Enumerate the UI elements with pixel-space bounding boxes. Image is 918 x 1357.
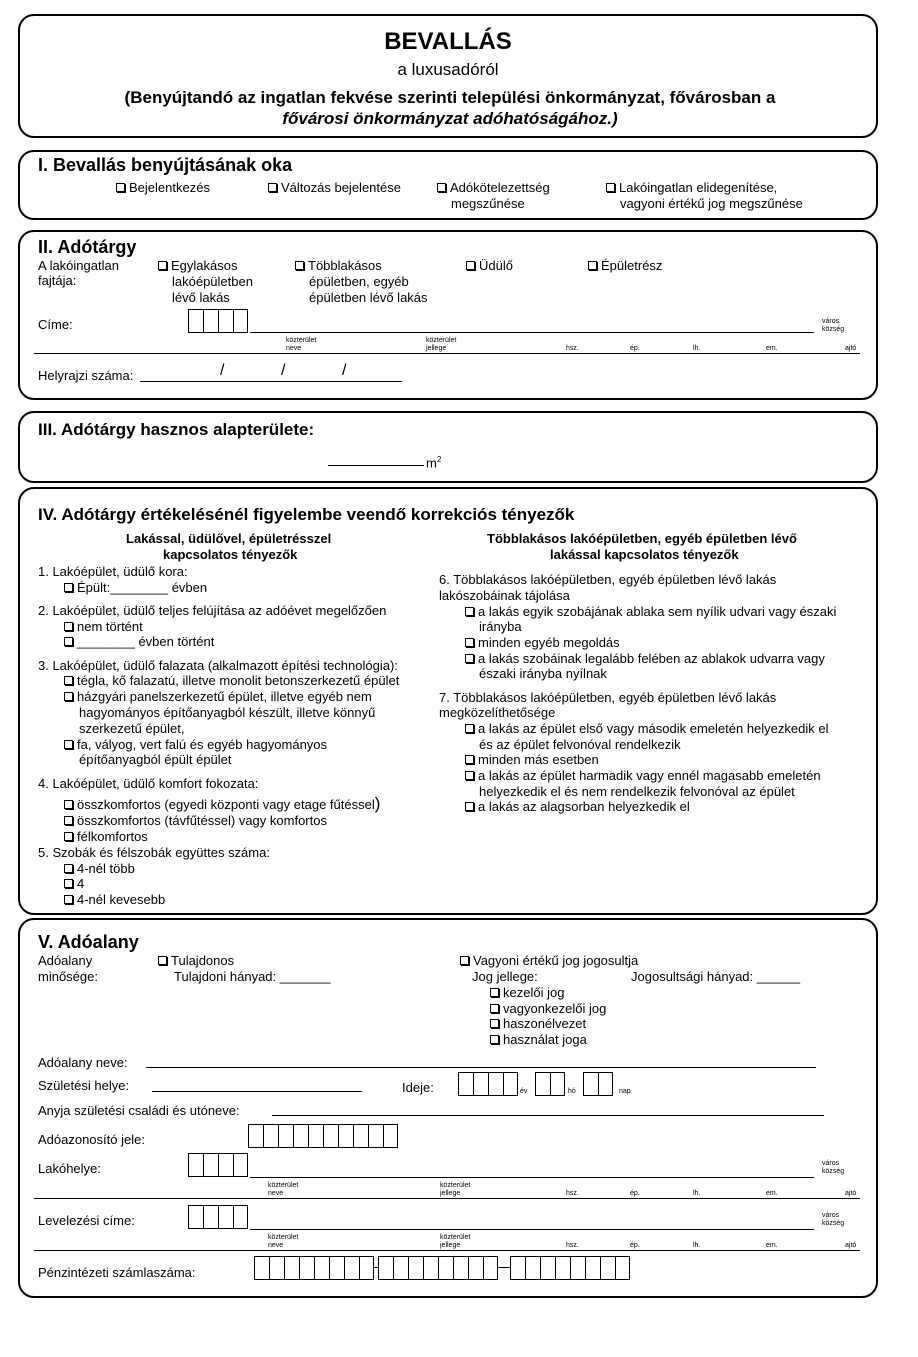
checkbox[interactable] (465, 802, 474, 811)
option-label: Egylakásos (171, 258, 238, 273)
kind-egylakasos-2: lakóépületben (172, 274, 253, 289)
q3-option-b-3: szerkezetű épület, (79, 721, 185, 736)
hrsz-slash-1: / (220, 362, 225, 379)
option-label: házgyári panelszerkezetű épület, illetve egyéb nem (77, 689, 372, 704)
residence-ep-label: ép. (630, 1190, 640, 1197)
q5-label: 5. Szobák és félszobák együttes száma: (38, 845, 270, 860)
reason-valtozas[interactable] (268, 180, 401, 195)
option-label: a lakás szobáinak legalább felében az ablakok udvarra vagy (478, 651, 825, 666)
kind-egylakasos-3: lévő lakás (172, 290, 230, 305)
q2-option-b[interactable] (64, 634, 214, 649)
q7-option-c-2: helyezkedik el és nem rendelkezik felvonóval az épület (479, 784, 795, 799)
mailing-label: Levelezési címe: (38, 1213, 135, 1228)
checkbox[interactable] (465, 654, 474, 663)
q2-option-a[interactable] (64, 619, 143, 634)
checkbox[interactable] (490, 988, 499, 997)
qualification-label-2: minősége: (38, 969, 98, 984)
form-note-1: (Benyújtandó az ingatlan fekvése szerinti települési önkormányzat, fővárosban a (124, 88, 776, 107)
option-label: használat joga (503, 1032, 587, 1047)
hrsz-slash-3: / (342, 362, 347, 379)
option-label: kezelői jog (503, 985, 565, 1000)
mailing-street-name-label: közterület neve (268, 1234, 299, 1249)
option-label: Adókötelezettség (450, 180, 550, 195)
right-heading-1: Többlakásos lakóépületben, egyéb épületben lévő (487, 531, 797, 546)
bank-account-cells-1[interactable] (254, 1256, 374, 1280)
hrsz-slash-2: / (281, 362, 286, 379)
section-3-title: III. Adótárgy hasznos alapterülete: (38, 420, 315, 439)
year-label: év (520, 1088, 528, 1095)
checkbox[interactable] (606, 183, 615, 192)
right-share[interactable]: Jogosultsági hányad: ______ (631, 969, 801, 984)
q3-option-a[interactable] (64, 673, 399, 688)
checkbox[interactable] (465, 755, 474, 764)
checkbox[interactable] (466, 261, 475, 270)
bank-account-cells-3[interactable] (510, 1256, 630, 1280)
city-line[interactable] (250, 332, 814, 333)
q1-option[interactable] (64, 580, 207, 595)
checkbox[interactable] (64, 583, 73, 592)
option-label: a lakás az épület első vagy második emeletén helyezkedik el (478, 721, 829, 736)
birth-month-cells[interactable] (535, 1072, 565, 1096)
hrsz-label: Helyrajzi száma: (38, 368, 134, 383)
left-heading-1: Lakással, üdülővel, épületrésszel (126, 531, 332, 546)
q3-option-b-2: hagyományos építőanyagból készült, illetve könnyű (79, 705, 376, 720)
mailing-address-line[interactable] (34, 1250, 860, 1251)
option-label: Tulajdonos (171, 953, 235, 968)
paren: ) (374, 794, 381, 813)
mailing-city-label: város község (822, 1212, 845, 1227)
q5-option-b[interactable] (64, 876, 84, 891)
residence-em-label: em. (766, 1190, 778, 1197)
mailing-em-label: em. (766, 1242, 778, 1249)
checkbox[interactable] (64, 895, 73, 904)
residence-ajto-label: ajtó (845, 1190, 857, 1197)
checkbox[interactable] (64, 676, 73, 685)
q6-label: 6. Többlakásos lakóépületben, egyéb épületben lévő lakás (439, 572, 777, 587)
checkbox[interactable] (116, 183, 125, 192)
residence-city-line[interactable] (250, 1177, 814, 1178)
right-holder-option[interactable] (460, 953, 638, 968)
checkbox[interactable] (64, 637, 73, 646)
left-heading-2: kapcsolatos tényezők (163, 547, 298, 562)
birthplace-label: Születési helye: (38, 1078, 130, 1093)
checkbox[interactable] (158, 956, 167, 965)
section-2-box (18, 230, 878, 400)
mailing-street-type-label: közterület jellege (440, 1234, 471, 1249)
right-kezeloi[interactable] (490, 985, 564, 1000)
kind-epuletresz[interactable] (588, 258, 662, 273)
taxid-label: Adóazonosító jele: (38, 1132, 145, 1147)
checkbox[interactable] (588, 261, 597, 270)
checkbox[interactable] (465, 724, 474, 733)
residence-lh-label: lh. (693, 1190, 701, 1197)
option-label: félkomfortos (77, 829, 148, 844)
mailing-ep-label: ép. (630, 1242, 640, 1249)
option-label: Változás bejelentése (281, 180, 401, 195)
kind-label-2: fajtája: (38, 273, 77, 288)
kind-label-1: A lakóingatlan (38, 258, 119, 273)
mailing-ajto-label: ajtó (845, 1242, 857, 1249)
q7-option-a-2: és az épület felvonóval rendelkezik (479, 737, 681, 752)
q7-label: 7. Többlakásos lakóépületben, egyéb épületben lévő lakás (439, 690, 777, 705)
day-label: nap (619, 1088, 631, 1095)
q5-option-a[interactable] (64, 861, 135, 876)
q1-label: 1. Lakóépület, üdülő kora: (38, 564, 188, 579)
residence-street-name-label: közterület neve (268, 1182, 299, 1197)
checkbox[interactable] (64, 740, 73, 749)
option-label: összkomfortos (távfűtéssel) vagy komfortos (77, 813, 327, 828)
lh-label: lh. (693, 345, 701, 352)
option-label: a lakás egyik szobájának ablaka sem nyílik udvari vagy északi (478, 604, 837, 619)
street-type-label: közterület jellege (426, 337, 457, 352)
right-kind-label: Jog jellege: (472, 969, 538, 984)
city-label: város község (822, 318, 845, 333)
option-label: összkomfortos (egyedi központi vagy etage fűtéssel (77, 797, 375, 812)
taxid-cells[interactable] (248, 1124, 398, 1148)
kind-tobblakasos-3: épületben lévő lakás (309, 290, 428, 305)
birthdate-label: Ideje: (402, 1080, 434, 1095)
option-label: fa, vályog, vert falú és egyéb hagyományos (77, 737, 328, 752)
section-5-title: V. Adóalany (38, 932, 139, 952)
section-2-title: II. Adótárgy (38, 237, 137, 257)
option-label: Vagyoni értékű jog jogosultja (473, 953, 639, 968)
mailing-zip-cells[interactable] (188, 1205, 248, 1229)
owner-option[interactable] (158, 953, 234, 968)
bank-dash-2 (498, 1267, 510, 1268)
kind-tobblakasos-2: épületben, egyéb (309, 274, 409, 289)
kind-egylakasos[interactable] (158, 258, 237, 273)
q4-label: 4. Lakóépület, üdülő komfort fokozata: (38, 776, 259, 791)
checkbox[interactable] (64, 864, 73, 873)
right-vagyonkezeloi[interactable] (490, 1001, 606, 1016)
option-label: minden egyéb megoldás (478, 635, 620, 650)
checkbox[interactable] (268, 183, 277, 192)
q6-option-a[interactable] (465, 604, 836, 619)
option-label: Bejelentkezés (129, 180, 210, 195)
option-label: nem történt (77, 619, 143, 634)
bank-account-cells-2[interactable] (378, 1256, 498, 1280)
form-note-2: fővárosi önkormányzat adóhatóságához.) (282, 109, 618, 128)
q6-option-b[interactable] (465, 635, 620, 650)
q4-option-b[interactable] (64, 813, 327, 828)
checkbox[interactable] (465, 638, 474, 647)
option-label: 4-nél több (77, 861, 135, 876)
right-hasznalat[interactable] (490, 1032, 587, 1047)
hrsz-line[interactable] (140, 381, 402, 382)
q3-option-b[interactable] (64, 689, 372, 704)
option-label: Üdülő (479, 258, 513, 273)
q2-label: 2. Lakóépület, üdülő teljes felújítása az adóévet megelőzően (38, 603, 387, 618)
checkbox[interactable] (64, 879, 73, 888)
residence-street-type-label: közterület jellege (440, 1182, 471, 1197)
reason-megszunes-2: megszűnése (451, 196, 525, 211)
reason-elidegenites-2: vagyoni értékű jog megszűnése (620, 196, 803, 211)
q7-option-c[interactable] (465, 768, 821, 783)
q7-option-a[interactable] (465, 721, 828, 736)
residence-zip-cells[interactable] (188, 1153, 248, 1177)
form-title: BEVALLÁS (384, 28, 512, 55)
address-label: Címe: (38, 317, 73, 332)
residence-address-line[interactable] (34, 1198, 860, 1199)
checkbox[interactable] (465, 607, 474, 616)
ep-label: ép. (630, 345, 640, 352)
option-label: 4 (77, 876, 85, 891)
checkbox[interactable] (490, 1019, 499, 1028)
q3-option-c-2: építőanyagból épült épület (79, 752, 232, 767)
option-label: a lakás az épület harmadik vagy ennél magasabb emeletén (478, 768, 821, 783)
checkbox[interactable] (437, 183, 446, 192)
q6-option-c-2: északi irányba nyílnak (479, 666, 607, 681)
residence-city-label: város község (822, 1160, 845, 1175)
checkbox[interactable] (158, 261, 167, 270)
checkbox[interactable] (490, 1004, 499, 1013)
mailing-hsz-label: hsz. (566, 1242, 579, 1249)
unit-text: m (426, 455, 437, 471)
option-label: minden más esetben (478, 752, 599, 767)
option-label: 4-nél kevesebb (77, 892, 166, 907)
q7-option-d[interactable] (465, 799, 690, 814)
mother-name-label: Anyja születési családi és utóneve: (38, 1103, 240, 1118)
name-label: Adóalany neve: (38, 1055, 128, 1070)
mother-name-line[interactable] (272, 1115, 824, 1116)
hsz-label: hsz. (566, 345, 579, 352)
q3-option-c[interactable] (64, 737, 327, 752)
checkbox[interactable] (64, 832, 73, 841)
owner-share[interactable]: Tulajdoni hányad: _______ (174, 969, 331, 984)
option-label: haszonélvezet (503, 1016, 587, 1031)
option-label: tégla, kő falazatú, illetve monolit betonszerkezetű épület (77, 673, 400, 688)
checkbox[interactable] (64, 622, 73, 631)
residence-label: Lakóhelye: (38, 1161, 101, 1176)
checkbox[interactable] (295, 261, 304, 270)
option-label: Épült:________ évben (77, 580, 208, 595)
right-heading-2: lakással kapcsolatos tényezők (550, 547, 739, 562)
q7-option-b[interactable] (465, 752, 599, 767)
qualification-label-1: Adóalany (38, 953, 93, 968)
checkbox[interactable] (460, 956, 469, 965)
q5-option-c[interactable] (64, 892, 165, 907)
checkbox[interactable] (64, 816, 73, 825)
option-label: Épületrész (601, 258, 663, 273)
option-label: vagyonkezelői jog (503, 1001, 607, 1016)
area-line[interactable] (328, 465, 424, 466)
option-label: ________ évben történt (77, 634, 215, 649)
address-line[interactable] (34, 353, 860, 354)
month-label: hó (568, 1088, 576, 1095)
form-subtitle: a luxusadóról (397, 60, 499, 79)
residence-hsz-label: hsz. (566, 1190, 579, 1197)
checkbox[interactable] (490, 1035, 499, 1044)
birthplace-line[interactable] (152, 1091, 362, 1092)
section-4-title: IV. Adótárgy értékelésénél figyelembe veendő korrekciós tényezők (38, 505, 575, 524)
name-line[interactable] (146, 1067, 816, 1068)
street-name-label: közterület neve (286, 337, 317, 352)
q3-label: 3. Lakóépület, üdülő falazata (alkalmazott építési technológia): (38, 658, 398, 673)
section-1-title: I. Bevallás benyújtásának oka (38, 155, 293, 175)
q7-label-2: megközelíthetősége (439, 705, 556, 720)
option-label: Lakóingatlan elidegenítése, (619, 180, 778, 195)
checkbox[interactable] (64, 800, 73, 809)
reason-bejelentkezes[interactable] (116, 180, 210, 195)
checkbox[interactable] (64, 692, 73, 701)
right-haszonelvezet[interactable] (490, 1016, 586, 1031)
reason-elidegenites[interactable] (606, 180, 777, 195)
mailing-city-line[interactable] (250, 1229, 814, 1230)
checkbox[interactable] (465, 771, 474, 780)
em-label: em. (766, 345, 778, 352)
birth-day-cells[interactable] (583, 1072, 613, 1096)
bank-account-label: Pénzintézeti számlaszáma: (38, 1265, 196, 1280)
option-label: a lakás az alagsorban helyezkedik el (478, 799, 690, 814)
reason-megszunes[interactable] (437, 180, 550, 195)
q6-option-a-2: irányba (479, 619, 522, 634)
q4-option-a[interactable] (64, 796, 380, 812)
kind-tobblakasos[interactable] (295, 258, 382, 273)
birth-year-cells[interactable] (458, 1072, 518, 1096)
q6-option-c[interactable] (465, 651, 825, 666)
unit-sup: 2 (436, 455, 442, 464)
ajto-label: ajtó (845, 345, 857, 352)
kind-udulo[interactable] (466, 258, 513, 273)
mailing-lh-label: lh. (693, 1242, 701, 1249)
q4-option-c[interactable] (64, 829, 148, 844)
option-label: Többlakásos (308, 258, 382, 273)
zip-code-cells[interactable] (188, 309, 248, 333)
area-unit (426, 452, 441, 470)
q6-label-2: lakószobáinak tájolása (439, 588, 570, 603)
